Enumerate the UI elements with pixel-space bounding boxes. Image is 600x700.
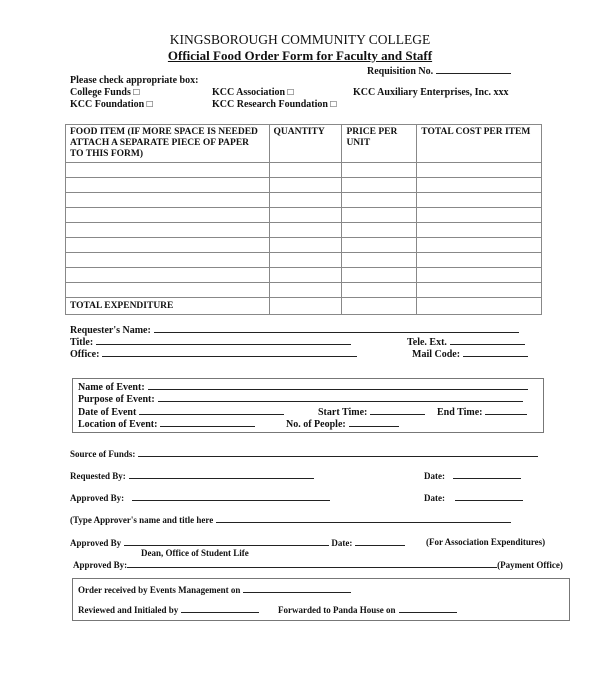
payment-approved-label: Approved By:	[73, 560, 128, 570]
approved-date-label: Date:	[424, 493, 445, 503]
source-funds-field[interactable]	[70, 447, 538, 460]
location-label: Location of Event:	[78, 419, 158, 430]
end-time-field[interactable]	[437, 405, 527, 419]
location-field[interactable]	[78, 417, 255, 431]
requested-by-label: Requested By:	[70, 471, 126, 481]
event-name-label: Name of Event:	[78, 382, 145, 393]
requester-name-label: Requester's Name:	[70, 325, 151, 336]
payment-office-label: (Payment Office)	[497, 560, 563, 570]
approved-by-field[interactable]	[70, 491, 330, 504]
dean-label: Dean, Office of Student Life	[141, 548, 249, 558]
total-row[interactable]	[66, 298, 542, 315]
event-date-label: Date of Event	[78, 407, 137, 418]
college-name: KINGSBOROUGH COMMUNITY COLLEGE	[169, 32, 431, 47]
mail-code-label: Mail Code:	[412, 349, 461, 360]
approved-by-label: Approved By:	[70, 493, 125, 503]
total-label: TOTAL EXPENDITURE	[66, 298, 270, 315]
people-label: No. of People:	[286, 419, 346, 430]
table-row[interactable]	[66, 283, 542, 298]
payment-approval-field[interactable]	[73, 558, 563, 571]
people-field[interactable]	[286, 417, 399, 431]
received-label: Order received by Events Management on	[78, 585, 241, 595]
table-row[interactable]	[66, 223, 542, 238]
requested-by-field[interactable]	[70, 469, 314, 482]
type-approver-field[interactable]	[70, 513, 511, 526]
table-row[interactable]	[66, 178, 542, 193]
checkbox-kcc-association[interactable]: KCC Association □	[212, 87, 294, 98]
approved-by2-label: Approved By	[70, 538, 122, 548]
source-funds-label: Source of Funds:	[70, 449, 136, 459]
checkbox-kcc-research[interactable]: KCC Research Foundation □	[212, 99, 337, 110]
requested-date-label: Date:	[424, 471, 445, 481]
received-field[interactable]	[78, 583, 351, 596]
mail-code-field[interactable]	[412, 347, 528, 361]
food-order-table	[65, 124, 542, 315]
office-field[interactable]	[70, 347, 357, 361]
start-time-label: Start Time:	[318, 407, 368, 418]
header-price: PRICE PER UNIT	[342, 125, 417, 163]
table-row[interactable]	[66, 238, 542, 253]
requisition-field[interactable]	[367, 64, 511, 78]
table-row[interactable]	[66, 208, 542, 223]
association-date-label: Date:	[331, 538, 353, 548]
table-row[interactable]	[66, 193, 542, 208]
title-label: Title:	[70, 337, 94, 348]
event-purpose-label: Purpose of Event:	[78, 394, 155, 405]
forwarded-label: Forwarded to Panda House on	[278, 605, 396, 615]
end-time-label: End Time:	[437, 407, 483, 418]
checkbox-kcc-auxiliary[interactable]: KCC Auxiliary Enterprises, Inc. xxx	[353, 87, 509, 98]
tele-ext-label: Tele. Ext.	[407, 337, 447, 348]
forwarded-field[interactable]	[278, 603, 457, 616]
requested-date-field[interactable]	[424, 469, 521, 482]
type-approver-label: (Type Approver's name and title here	[70, 515, 214, 525]
table-row[interactable]	[66, 253, 542, 268]
table-row[interactable]	[66, 268, 542, 283]
checkbox-college-funds[interactable]: College Funds □	[70, 87, 140, 98]
reviewed-field[interactable]	[78, 603, 259, 616]
reviewed-label: Reviewed and Initialed by	[78, 605, 179, 615]
funds-prompt: Please check appropriate box:	[70, 75, 199, 86]
requisition-label: Requisition No.	[367, 66, 434, 77]
event-purpose-field[interactable]	[78, 392, 523, 406]
form-title: Official Food Order Form for Faculty and Staff	[167, 48, 433, 63]
table-row[interactable]	[66, 163, 542, 178]
approved-date-field[interactable]	[424, 491, 523, 504]
office-label: Office:	[70, 349, 100, 360]
header-total-cost: TOTAL COST PER ITEM	[417, 125, 542, 163]
header-food-item: FOOD ITEM (IF MORE SPACE IS NEEDED ATTACH A SEPARATE PIECE OF PAPER TO THIS FORM)	[66, 125, 270, 163]
checkbox-kcc-foundation[interactable]: KCC Foundation □	[70, 99, 153, 110]
header-quantity: QUANTITY	[269, 125, 342, 163]
association-note: (For Association Expenditures)	[426, 537, 546, 547]
